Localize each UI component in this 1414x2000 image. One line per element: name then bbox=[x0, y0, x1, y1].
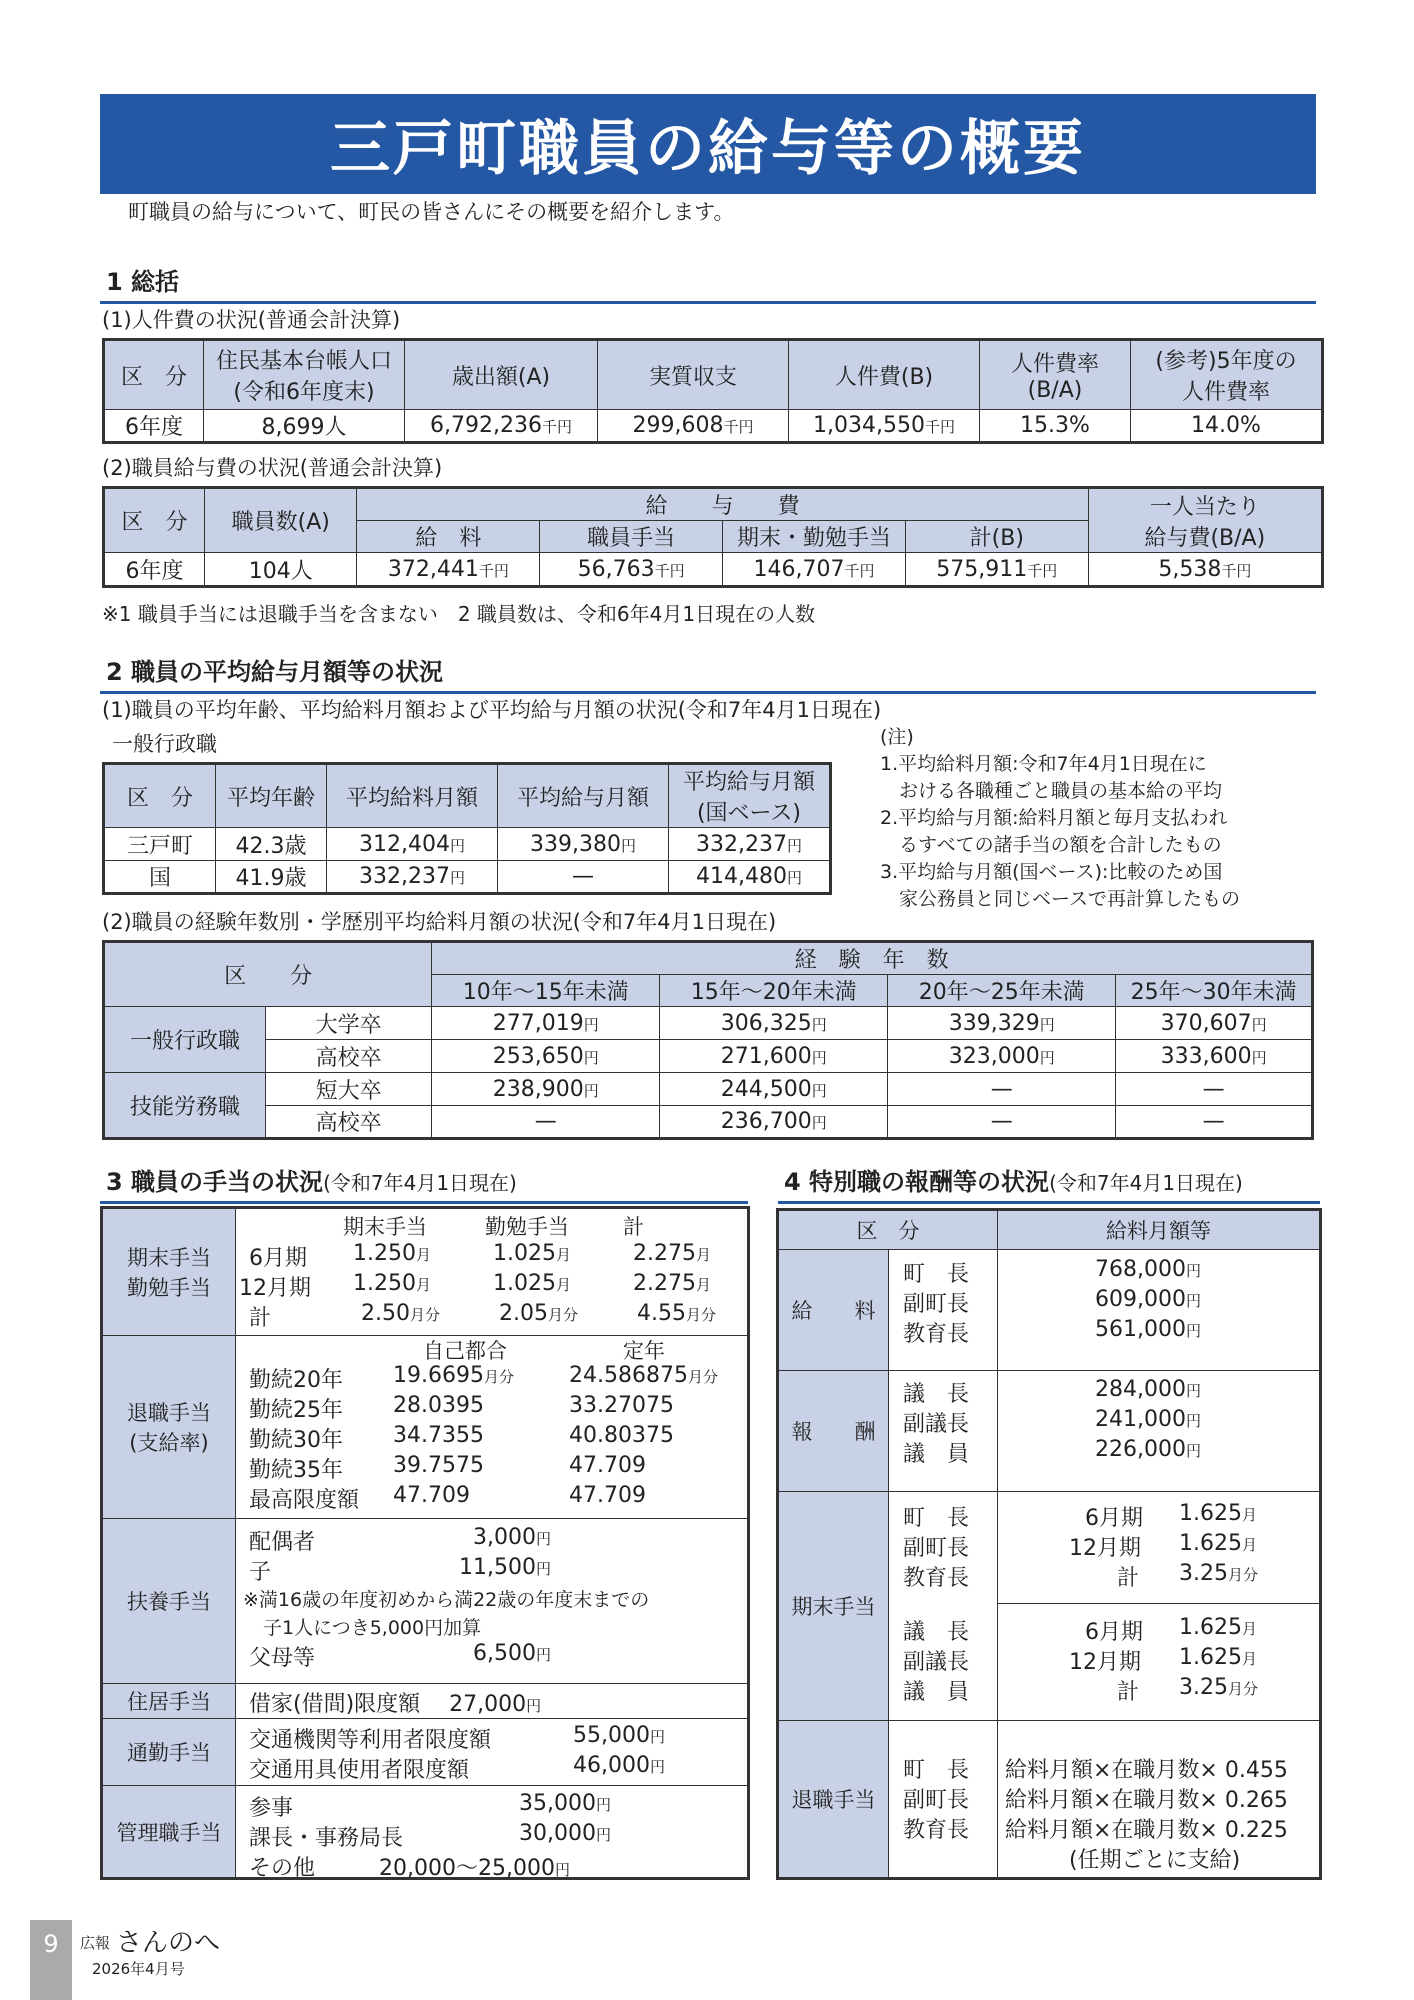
table-cell: 8,699人 bbox=[204, 410, 405, 443]
table-cell: 299,608千円 bbox=[598, 410, 789, 443]
allowance-box: 期末手当 勤勉手当 期末手当 勤勉手当 計 6月期 1.250月 1.025月 2.275月 12月期 1.250月 1.025月 2.275月 計 2.50月分 2.05月分 4.55月分 退職手当 (支給率) 自己都合 定年 勤続20年 19.6695月分 24.586875月分 勤続25年 28.0395 33.27075 勤続30年 34.7355 40.80375 勤続35年 39.7575 47.709 最高限度額 47.709 47.709 扶養手当 配偶者 3,000円 子 11,500円 ※満16歳の年度初めから満22歳の年度末までの 子1人につき5,000円加算 父母等 6,500円 住居手当 借家(借間)限度額 27,000円 通勤手当 交通機関等利用者限度額 55,000円 交通用具使用者限度額 46,000円 管理職手当 参事 35,000円 課長・事務局長 30,000円 その他 20,000〜25,000円 bbox=[100, 1206, 750, 1880]
table-cell: 三戸町 bbox=[104, 828, 216, 861]
section-4-heading: 4 特別職の報酬等の状況(令和7年4月1日現在) bbox=[778, 1162, 1320, 1204]
table-cell: 238,900円 bbox=[432, 1073, 660, 1106]
table-cell: 277,019円 bbox=[432, 1007, 660, 1040]
col-header: 人件費(B) bbox=[789, 340, 980, 410]
s2-t1-caption: (1)職員の平均年齢、平均給料月額および平均給与月額の状況(令和7年4月1日現在) bbox=[102, 698, 882, 722]
section-2-heading: 2 職員の平均給与月額等の状況 bbox=[100, 652, 1316, 694]
row-label: 住居手当 bbox=[103, 1684, 236, 1719]
col-header: 区 分 bbox=[104, 942, 432, 1007]
table-cell: 国 bbox=[104, 861, 216, 894]
col-header: 10年〜15年未満 bbox=[432, 975, 660, 1007]
table-cell: 339,380円 bbox=[498, 828, 669, 861]
col-header: 20年〜25年未満 bbox=[888, 975, 1116, 1007]
row-label: 期末手当 勤勉手当 bbox=[103, 1209, 236, 1336]
table-cell: 1,034,550千円 bbox=[789, 410, 980, 443]
s2-notes: (注) 1.平均給料月額:令和7年4月1日現在に おける各職種ごと職員の基本給の平均 2.平均給与月額:給料月額と毎月支払われ るすべての諸手当の額を合計したもの 3.平均給与月額(国ベース):比較のため国 家公務員と同じベースで再計算したもの bbox=[880, 726, 1241, 910]
col-header: 平均給与月額 bbox=[498, 764, 669, 828]
average-salary-table bbox=[102, 762, 832, 895]
col-header: 歳出額(A) bbox=[405, 340, 598, 410]
page-title: 三戸町職員の給与等の概要 bbox=[100, 94, 1316, 194]
col-header: 一人当たり 給与費(B/A) bbox=[1088, 488, 1322, 553]
row-header: 技能労務職 bbox=[104, 1073, 266, 1139]
table-cell: 244,500円 bbox=[660, 1073, 888, 1106]
special-post-box: 区 分 給料月額等 給 料 町 長 副町長 教育長 768,000円 609,000円 561,000円 報 酬 議 長 副議長 議 員 284,000円 241,000円 226,000円 期末手当 町 長 副町長 教育長 6月期 12月期 計 1.625月 1.625月 3.25月分 議 長 副議長 議 員 6月期 12月期 計 1.625月 1.625月 3.25月分 退職手当 町 長 副町長 教育長 給料月額×在職月数× 0.455 給料月額×在職月数× 0.265 給料月額×在職月数× 0.225 (任期ごとに支給) bbox=[776, 1208, 1322, 1880]
table-cell: — bbox=[432, 1106, 660, 1139]
table-cell: 41.9歳 bbox=[216, 861, 327, 894]
s1-note: ※1 職員手当には退職手当を含まない 2 職員数は、令和6年4月1日現在の人数 bbox=[102, 602, 816, 626]
col-header: 住民基本台帳人口 (令和6年度末) bbox=[204, 340, 405, 410]
col-header: 区 分 bbox=[104, 340, 204, 410]
table-cell: 大学卒 bbox=[266, 1007, 432, 1040]
table-cell: — bbox=[888, 1106, 1116, 1139]
table-cell: — bbox=[498, 861, 669, 894]
col-header: 区 分 bbox=[779, 1211, 998, 1250]
col-header: 職員数(A) bbox=[204, 488, 357, 553]
table-cell: 14.0% bbox=[1131, 410, 1323, 443]
table-cell: 575,911千円 bbox=[905, 553, 1088, 587]
intro-text: 町職員の給与について、町民の皆さんにその概要を紹介します。 bbox=[128, 200, 735, 224]
row-label: 通勤手当 bbox=[103, 1719, 236, 1786]
row-label: 管理職手当 bbox=[103, 1786, 236, 1877]
col-header: (参考)5年度の 人件費率 bbox=[1131, 340, 1323, 410]
col-header: 給 料 bbox=[357, 521, 540, 553]
table-cell: 56,763千円 bbox=[540, 553, 723, 587]
col-header: 平均給与月額 (国ベース) bbox=[669, 764, 831, 828]
table-cell: 104人 bbox=[204, 553, 357, 587]
col-header: 給料月額等 bbox=[998, 1211, 1319, 1250]
s2-t2-caption: (2)職員の経験年数別・学歴別平均給料月額の状況(令和7年4月1日現在) bbox=[102, 910, 777, 934]
col-header: 平均給料月額 bbox=[327, 764, 498, 828]
footer-kouhou: 広報 bbox=[80, 1934, 111, 1952]
table-cell: 253,650円 bbox=[432, 1040, 660, 1073]
table-cell: 15.3% bbox=[980, 410, 1131, 443]
table-cell: 370,607円 bbox=[1116, 1007, 1313, 1040]
col-header: 25年〜30年未満 bbox=[1116, 975, 1313, 1007]
col-header: 給 与 費 bbox=[357, 488, 1088, 521]
table-cell: 6年度 bbox=[104, 553, 205, 587]
footer-title: さんのへ bbox=[116, 1928, 221, 1958]
s2-t1-label: 一般行政職 bbox=[112, 732, 217, 756]
section-3-heading: 3 職員の手当の状況(令和7年4月1日現在) bbox=[100, 1162, 748, 1204]
table-cell: 332,237円 bbox=[669, 828, 831, 861]
section-1-heading: 1 総括 bbox=[100, 262, 1316, 304]
table-cell: — bbox=[1116, 1106, 1313, 1139]
table-cell: 236,700円 bbox=[660, 1106, 888, 1139]
row-label: 期末手当 bbox=[779, 1492, 888, 1720]
col-header: 平均年齢 bbox=[216, 764, 327, 828]
row-label: 報 酬 bbox=[779, 1371, 888, 1491]
row-header: 一般行政職 bbox=[104, 1007, 266, 1073]
s1-t1-caption: (1)人件費の状況(普通会計決算) bbox=[102, 308, 401, 332]
col-header: 区 分 bbox=[104, 764, 216, 828]
row-label: 退職手当 bbox=[779, 1721, 888, 1877]
table-cell: 短大卒 bbox=[266, 1073, 432, 1106]
col-header: 区 分 bbox=[104, 488, 205, 553]
col-header: 15年〜20年未満 bbox=[660, 975, 888, 1007]
experience-salary-table bbox=[102, 940, 1314, 1140]
table-cell: 414,480円 bbox=[669, 861, 831, 894]
col-header: 計(B) bbox=[905, 521, 1088, 553]
table-cell: 323,000円 bbox=[888, 1040, 1116, 1073]
table-cell: 6,792,236千円 bbox=[405, 410, 598, 443]
table-cell: 312,404円 bbox=[327, 828, 498, 861]
row-label: 扶養手当 bbox=[103, 1519, 236, 1684]
table-cell: 306,325円 bbox=[660, 1007, 888, 1040]
col-header: 人件費率 (B/A) bbox=[980, 340, 1131, 410]
table-cell: 高校卒 bbox=[266, 1040, 432, 1073]
table-cell: 372,441千円 bbox=[357, 553, 540, 587]
footer-date: 2026年4月号 bbox=[92, 1960, 185, 1978]
table-cell: 高校卒 bbox=[266, 1106, 432, 1139]
table-cell: 146,707千円 bbox=[723, 553, 906, 587]
table-cell: 271,600円 bbox=[660, 1040, 888, 1073]
table-cell: 6年度 bbox=[104, 410, 204, 443]
table-cell: 5,538千円 bbox=[1088, 553, 1322, 587]
col-header: 経 験 年 数 bbox=[432, 942, 1313, 975]
row-label: 退職手当 (支給率) bbox=[103, 1336, 236, 1519]
salary-cost-table bbox=[102, 486, 1324, 588]
table-cell: — bbox=[1116, 1073, 1313, 1106]
table-cell: 333,600円 bbox=[1116, 1040, 1313, 1073]
table-cell: 332,237円 bbox=[327, 861, 498, 894]
col-header: 実質収支 bbox=[598, 340, 789, 410]
col-header: 職員手当 bbox=[540, 521, 723, 553]
table-cell: — bbox=[888, 1073, 1116, 1106]
table-cell: 339,329円 bbox=[888, 1007, 1116, 1040]
page-number: 9 bbox=[30, 1920, 72, 2000]
s1-t2-caption: (2)職員給与費の状況(普通会計決算) bbox=[102, 456, 443, 480]
table-cell: 42.3歳 bbox=[216, 828, 327, 861]
col-header: 期末・勤勉手当 bbox=[723, 521, 906, 553]
personnel-cost-table bbox=[102, 338, 1324, 444]
row-label: 給 料 bbox=[779, 1250, 888, 1370]
